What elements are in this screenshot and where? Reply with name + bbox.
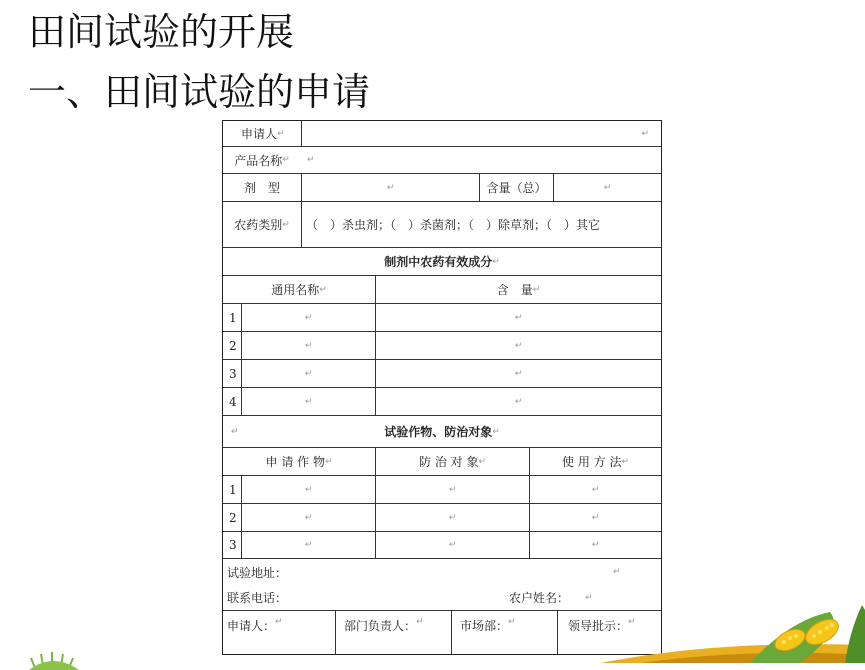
farmer-label: 农户姓名： xyxy=(509,591,570,605)
formulation-row xyxy=(223,174,661,202)
product-name-row: 产品名称 ↵ ↵ xyxy=(223,147,661,174)
ingredient-row: 3 ↵ ↵ xyxy=(223,360,661,388)
applicant-label: 申请人 xyxy=(241,127,278,141)
signature-row: 申请人： ↵ 部门负责人： ↵ 市场部： ↵ 领导批示： ↵ xyxy=(223,611,661,654)
slide-subtitle: 一、田间试验的申请 xyxy=(28,70,371,114)
slide-title: 田间试验的开展 xyxy=(28,10,295,54)
sign-applicant: 申请人： xyxy=(227,619,276,633)
crop-row: 1 ↵ ↵ ↵ xyxy=(223,476,661,504)
section1-title-row: 制剂中农药有效成分 ↵ xyxy=(223,248,661,276)
section2-title: 试验作物、防治对象 xyxy=(384,425,493,439)
logo-sun-icon xyxy=(25,640,85,670)
ingredient-row: 1 ↵ ↵ xyxy=(223,304,661,332)
ingredient-header-row: 通用名称 ↵ 含 量 ↵ xyxy=(223,276,661,304)
content-label: 含量（总） xyxy=(486,181,547,195)
crop-header-row: 申 请 作 物 ↵ 防 治 对 象 ↵ 使 用 方 法 ↵ xyxy=(223,448,661,476)
applicant-row: 申请人 ↵ ↵ xyxy=(223,121,661,147)
section2-title-row: ↵ 试验作物、防治对象 ↵ xyxy=(223,416,661,448)
crop-row: 2 ↵ ↵ ↵ xyxy=(223,504,661,532)
ingredient-row: 2 ↵ ↵ xyxy=(223,332,661,360)
crop-row: 3 ↵ ↵ ↵ xyxy=(223,532,661,559)
sign-leader: 领导批示： xyxy=(568,619,629,633)
product-name-field[interactable]: ↵ xyxy=(307,155,315,165)
section1-title: 制剂中农药有效成分 xyxy=(384,255,493,269)
content-field[interactable]: ↵ xyxy=(553,174,661,201)
product-name-label: 产品名称 xyxy=(234,153,283,168)
phone-row: 联系电话： 农户姓名： ↵ xyxy=(223,585,661,611)
corn-illustration-icon xyxy=(600,600,865,663)
sign-market: 市场部： xyxy=(460,619,509,633)
phone-label: 联系电话： xyxy=(227,591,288,605)
formulation-label: 剂 型 xyxy=(243,181,280,195)
crop-header: 申 请 作 物 xyxy=(265,455,325,469)
category-label: 农药类别 xyxy=(234,218,283,232)
site-row: 试验地址： ↵ xyxy=(227,565,621,580)
formulation-field[interactable]: ↵ xyxy=(301,174,479,201)
site-label: 试验地址： xyxy=(227,565,288,580)
target-header: 防 治 对 象 xyxy=(419,455,479,469)
common-name-header: 通用名称 xyxy=(271,283,320,297)
category-row: 农药类别 ↵ （ ）杀虫剂；（ ）杀菌剂；（ ）除草剂；（ ）其它 xyxy=(223,202,661,248)
applicant-field[interactable]: ↵ xyxy=(301,121,661,146)
category-options[interactable]: （ ）杀虫剂；（ ）杀菌剂；（ ）除草剂；（ ）其它 xyxy=(301,202,661,247)
ingredient-row: 4 ↵ ↵ xyxy=(223,388,661,416)
sign-dept: 部门负责人： xyxy=(344,619,417,633)
application-form xyxy=(222,120,662,655)
method-header: 使 用 方 法 xyxy=(562,455,622,469)
amount-header: 含 量 xyxy=(496,283,533,297)
